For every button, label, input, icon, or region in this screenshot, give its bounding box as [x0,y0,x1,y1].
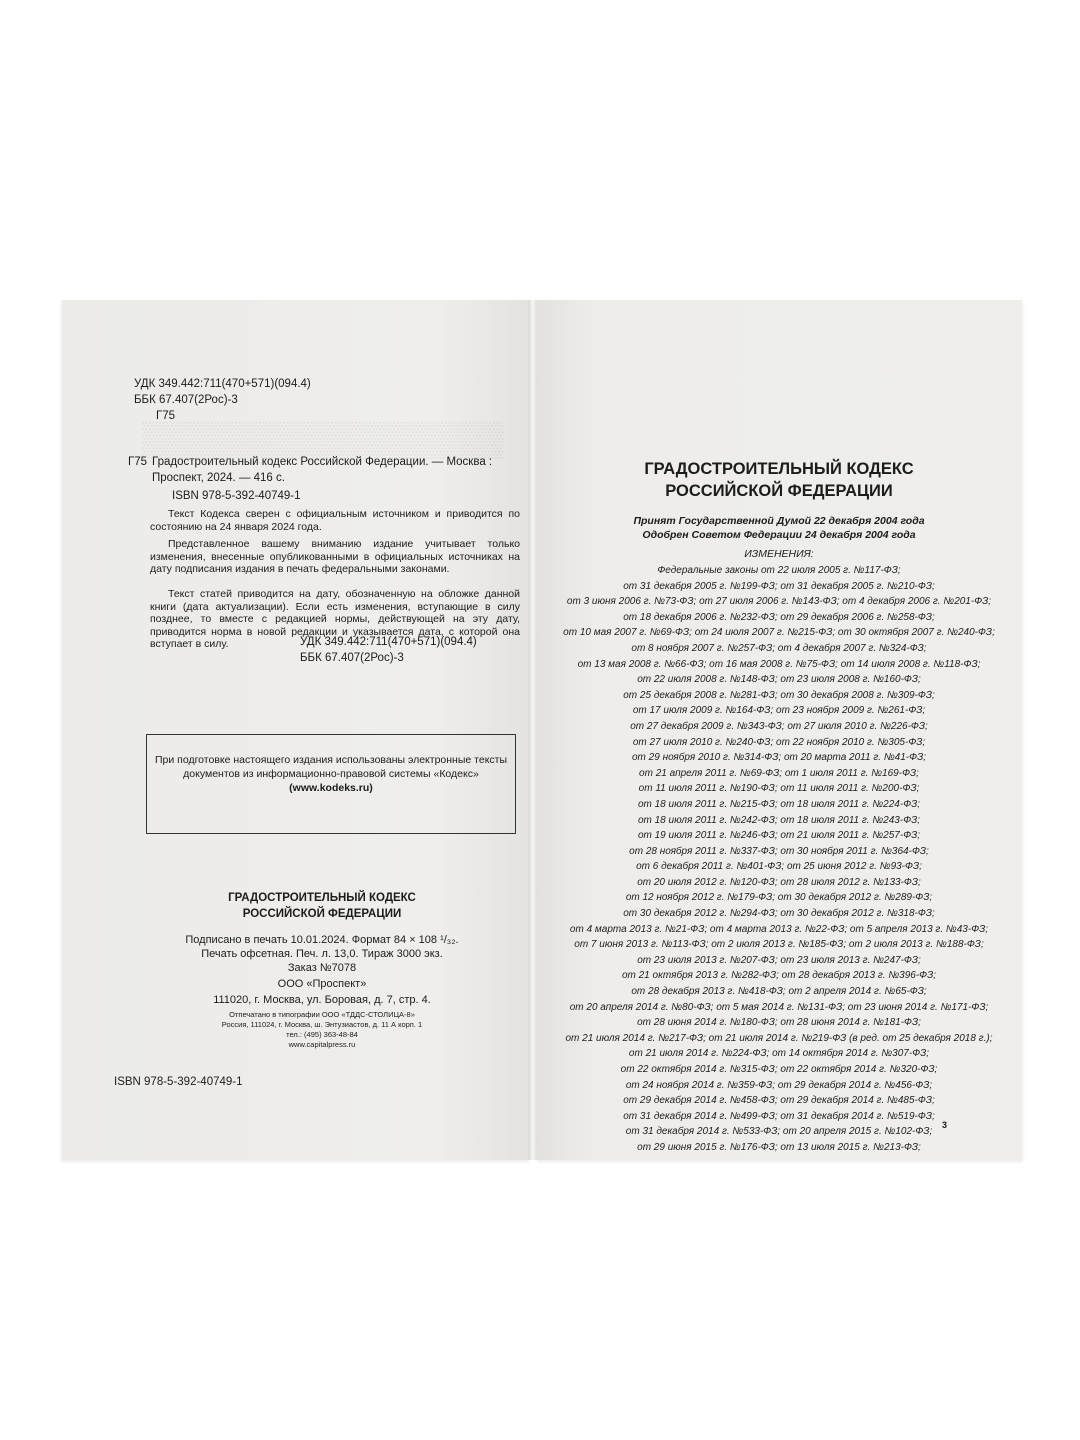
show-through: ▒▒▒▒▒▒▒▒▒▒▒▒▒▒▒ [142,420,504,458]
amendment-line: от 13 мая 2008 г. №66-ФЗ; от 16 мая 2008 г. №75-ФЗ; от 14 июля 2008 г. №118-ФЗ; [577,658,981,670]
printer-line2: Россия, 111024, г. Москва, ш. Энтузиастов, д. 11 А корп. 1 [221,1020,423,1029]
amendment-line: от 4 марта 2013 г. №21-ФЗ; от 4 марта 2013 г. №22-ФЗ; от 5 апреля 2013 г. №43-ФЗ; [569,923,989,935]
amendment-line: от 18 декабря 2006 г. №232-ФЗ; от 29 декабря 2006 г. №258-ФЗ; [623,611,935,623]
open-book [62,300,1022,1160]
adopted-by-duma: Принят Государственной Думой 22 декабря 2004 года [633,515,925,527]
code-title-line2: РОССИЙСКОЙ ФЕДЕРАЦИИ [665,482,893,500]
left-page [62,300,530,1160]
imprint-order: Заказ №7078 [287,962,357,974]
imprint-print: Печать офсетная. Печ. л. 13,0. Тираж 3000 экз. [201,948,443,960]
code-title-line1: ГРАДОСТРОИТЕЛЬНЫЙ КОДЕКС [644,460,914,478]
notice-link: (www.kodeks.ru) [289,782,373,794]
paragraph-source: Текст Кодекса сверен с официальным источником и приводится по состоянию на 24 января 2024 года. [150,508,520,533]
citation-code: Г75 [128,456,148,468]
bbk-code-2: ББК 67.407(2Рос)-3 [300,652,404,664]
page-number: 3 [942,1120,948,1130]
changes-heading: ИЗМЕНЕНИЯ: [744,548,814,560]
amendment-line: от 21 октября 2013 г. №282-ФЗ; от 28 декабря 2013 г. №396-ФЗ; [621,970,937,982]
amendment-line: от 18 июля 2011 г. №242-ФЗ; от 18 июля 2011 г. №243-ФЗ; [637,814,921,826]
amendment-line: от 21 июля 2014 г. №217-ФЗ; от 21 июля 2014 г. №219-ФЗ (в ред. от 25 декабря 2018 г.); [565,1032,993,1044]
amendment-line: от 19 июля 2011 г. №246-ФЗ; от 21 июля 2011 г. №257-ФЗ; [637,830,921,842]
amendments-list [536,563,1022,1156]
amendment-line: от 11 июля 2011 г. №190-ФЗ; от 11 июля 2011 г. №200-ФЗ; [638,783,920,795]
amendment-line: от 25 декабря 2008 г. №281-ФЗ; от 30 декабря 2008 г. №309-ФЗ; [623,689,935,701]
amendment-line: от 28 июня 2014 г. №180-ФЗ; от 28 июня 2014 г. №181-ФЗ; [637,1017,921,1029]
amendment-line: от 24 ноября 2014 г. №359-ФЗ; от 29 декабря 2014 г. №456-ФЗ; [625,1079,933,1091]
bbk-code: ББК 67.407(2Рос)-3 [134,394,238,406]
isbn-top: ISBN 978-5-392-40749-1 [172,490,301,502]
amendment-line: от 23 июля 2013 г. №207-ФЗ; от 23 июля 2013 г. №247-ФЗ; [637,954,921,966]
amendment-line: от 27 июля 2010 г. №240-ФЗ; от 22 ноября 2010 г. №305-ФЗ; [632,736,926,748]
imprint-title-1: ГРАДОСТРОИТЕЛЬНЫЙ КОДЕКС [228,892,416,904]
amendment-line: от 31 декабря 2005 г. №199-ФЗ; от 31 декабря 2005 г. №210-ФЗ; [623,580,935,592]
amendment-line: от 17 июля 2009 г. №164-ФЗ; от 23 ноября 2009 г. №261-ФЗ; [632,705,926,717]
udk-code-2: УДК 349.442:711(470+571)(094.4) [300,636,477,648]
amendment-line: от 21 апреля 2011 г. №69-ФЗ; от 1 июля 2011 г. №169-ФЗ; [639,767,919,779]
amendment-line: от 29 ноября 2010 г. №314-ФЗ; от 20 марта 2011 г. №41-ФЗ; [632,752,926,764]
amendment-line: от 22 октября 2014 г. №315-ФЗ; от 22 октября 2014 г. №320-ФЗ; [620,1064,938,1075]
paragraph-edition: Представленное вашему вниманию издание учитывает только изменения, внесенные опубликованными в официальных источниках на дату подписания издания в печать федеральными законами. [150,538,520,576]
amendment-line: от 7 июня 2013 г. №113-ФЗ; от 2 июля 2013 г. №185-ФЗ; от 2 июля 2013 г. №188-ФЗ; [574,939,984,951]
kodeks-notice-box [146,734,516,834]
paragraph-date: Текст статей приводится на дату, обозначенную на обложке данной книги (дата актуализации). Если есть изменения, вступающие в силу позднее, то вместе с редакцией нормы, действующей на эту дату, приводится норма в новой редакции и указывается дата, с которой она вступает в силу. [150,588,520,651]
amendment-line: от 6 декабря 2011 г. №401-ФЗ; от 25 июня 2012 г. №93-ФЗ; [636,861,922,873]
citation-line2: Проспект, 2024. — 416 с. [152,472,285,484]
imprint-address: 111020, г. Москва, ул. Боровая, д. 7, стр. 4. [213,994,431,1006]
imprint-title-2: РОССИЙСКОЙ ФЕДЕРАЦИИ [242,908,402,920]
notice-text: При подготовке настоящего издания использованы электронные тексты документов из информационно-правовой системы «Кодекс» [154,754,508,780]
author-mark: Г75 [156,410,176,422]
amendment-line: от 28 декабря 2013 г. №418-ФЗ; от 2 апреля 2014 г. №65-ФЗ; [631,986,927,998]
printer-line1: Отпечатано в типографии ООО «ТДДС-СТОЛИЦА-8» [229,1010,415,1019]
amendment-line: от 27 декабря 2009 г. №343-ФЗ; от 27 июля 2010 г. №226-ФЗ; [630,720,928,732]
imprint-signed: Подписано в печать 10.01.2024. Формат 84 × 108 ¹/₃₂. [185,934,459,946]
amendment-line: от 31 декабря 2014 г. №499-ФЗ; от 31 декабря 2014 г. №519-ФЗ; [623,1110,935,1122]
amendment-line: от 20 июля 2012 г. №120-ФЗ; от 28 июля 2012 г. №133-ФЗ; [637,876,921,888]
amendment-line: от 29 июня 2015 г. №176-ФЗ; от 13 июля 2015 г. №213-ФЗ; [637,1141,921,1153]
printer-line3: тел.: (495) 363-48-84 [286,1030,358,1039]
amendment-line: от 20 апреля 2014 г. №80-ФЗ; от 5 мая 2014 г. №131-ФЗ; от 23 июня 2014 г. №171-ФЗ; [569,1001,989,1013]
amendment-line: от 30 декабря 2012 г. №294-ФЗ; от 30 декабря 2012 г. №318-ФЗ; [623,908,935,920]
amendment-line: от 29 декабря 2014 г. №458-ФЗ; от 29 декабря 2014 г. №485-ФЗ; [623,1095,935,1107]
amendment-line: от 3 июня 2006 г. №73-ФЗ; от 27 июля 2006 г. №143-ФЗ; от 4 декабря 2006 г. №201-ФЗ; [566,596,992,608]
isbn-bottom: ISBN 978-5-392-40749-1 [114,1076,243,1088]
amendment-line: от 22 июля 2008 г. №148-ФЗ; от 23 июля 2008 г. №160-ФЗ; [637,674,921,686]
amendment-line: от 31 декабря 2014 г. №533-ФЗ; от 20 апреля 2015 г. №102-ФЗ; [625,1126,933,1138]
amendment-line: от 21 июля 2014 г. №224-ФЗ; от 14 октября 2014 г. №307-ФЗ; [628,1048,930,1060]
amendment-line: от 10 мая 2007 г. №69-ФЗ; от 24 июля 2007 г. №215-ФЗ; от 30 октября 2007 г. №240-ФЗ; [563,627,995,639]
approved-by-council: Одобрен Советом Федерации 24 декабря 2004 года [642,529,916,541]
imprint-publisher: ООО «Проспект» [277,978,367,990]
printer-line4: www.capitalpress.ru [288,1040,356,1049]
amendment-line: от 28 ноября 2011 г. №337-ФЗ; от 30 ноября 2011 г. №364-ФЗ; [629,845,929,857]
amendment-line: Федеральные законы от 22 июля 2005 г. №117-ФЗ; [657,565,901,576]
citation-line1: Градостроительный кодекс Российской Федерации. — Москва : [152,456,493,468]
amendment-line: от 12 ноября 2012 г. №179-ФЗ; от 30 декабря 2012 г. №289-ФЗ; [625,892,933,904]
udk-code: УДК 349.442:711(470+571)(094.4) [134,378,311,390]
amendment-line: от 8 ноября 2007 г. №257-ФЗ; от 4 декабря 2007 г. №324-ФЗ; [631,642,927,654]
amendment-line: от 18 июля 2011 г. №215-ФЗ; от 18 июля 2011 г. №224-ФЗ; [637,798,921,810]
